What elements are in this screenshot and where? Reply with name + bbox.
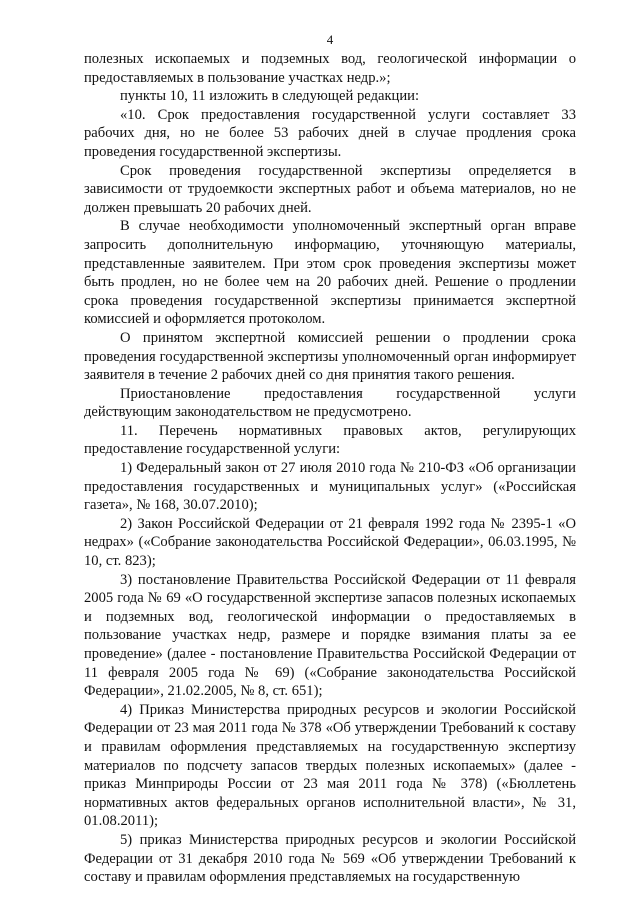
list-item-5: 5) приказ Министерства природных ресурсов и экологии Российской Федерации от 31 декабря 2010 года № 569 «Об утверждении Требований к составу и правилам оформления представляемых на государственную <box>84 831 576 886</box>
paragraph-expertise-term: Срок проведения государственной экспертизы определяется в зависимости от трудоемкости экспертных работ и объема материалов, но не должен превышать 20 рабочих дней. <box>84 162 576 216</box>
paragraph-suspension: Приостановление предоставления государственной услуги действующим законодательством не предусмотрено. <box>84 385 576 421</box>
document-body <box>84 50 576 887</box>
list-item-3: 3) постановление Правительства Российской Федерации от 11 февраля 2005 года № 69 «О государственной экспертизе запасов полезных ископаемых и подземных вод, геологической информации о предоставляемых в пользование участках недр, размере и порядке взимания платы за ее проведение» (далее - постановление Правительства Российской Федерации от 11 февраля 2005 года № 69) («Собрание законодательства Российской Федерации», 21.02.2005, № 8, ст. 651); <box>84 571 576 700</box>
paragraph-extension: В случае необходимости уполномоченный экспертный орган вправе запросить дополнительную информацию, уточняющую материалы, представленные заявителем. При этом срок проведения экспертизы может быть продлен, но не более чем на 20 рабочих дней. Решение о продлении срока проведения государственной экспертизы принимается экспертной комиссией и оформляется протоколом. <box>84 218 576 328</box>
paragraph-amendment-intro: пункты 10, 11 изложить в следующей редакции: <box>120 88 420 105</box>
paragraph-item-10: «10. Срок предоставления государственной услуги составляет 33 рабочих дня, но не более 53 рабочих дней в случае продления срока проведения государственной экспертизы. <box>84 106 576 160</box>
paragraph-item-11: 11. Перечень нормативных правовых актов, регулирующих предоставление государственной услуги: <box>84 422 576 458</box>
page-number: 4 <box>326 32 334 47</box>
paragraph-notification: О принятом экспертной комиссией решении о продлении срока проведения государственной экспертизы уполномоченный орган информирует заявителя в течение 2 рабочих дней со дня принятия такого решения. <box>84 329 576 384</box>
list-item-2: 2) Закон Российской Федерации от 21 февраля 1992 года № 2395-1 «О недрах» («Собрание законодательства Российской Федерации», 06.03.1995, № 10, ст. 823); <box>84 515 576 570</box>
list-item-4: 4) Приказ Министерства природных ресурсов и экологии Российской Федерации от 23 мая 2011 года № 378 «Об утверждении Требований к составу и правилам оформления представляемых на государственную экспертизу материалов по подсчету запасов твердых полезных ископаемых» (далее - приказ Минприроды России от 23 мая 2011 года № 378) («Бюллетень нормативных актов федеральных органов исполнительной власти», № 31, 01.08.2011); <box>84 701 576 830</box>
list-item-1: 1) Федеральный закон от 27 июля 2010 года № 210-ФЗ «Об организации предоставления государственных и муниципальных услуг» («Российская газета», № 168, 30.07.2010); <box>84 460 576 514</box>
paragraph-continuation: полезных ископаемых и подземных вод, геологической информации о предоставляемых в пользование участках недр.»; <box>84 51 576 86</box>
